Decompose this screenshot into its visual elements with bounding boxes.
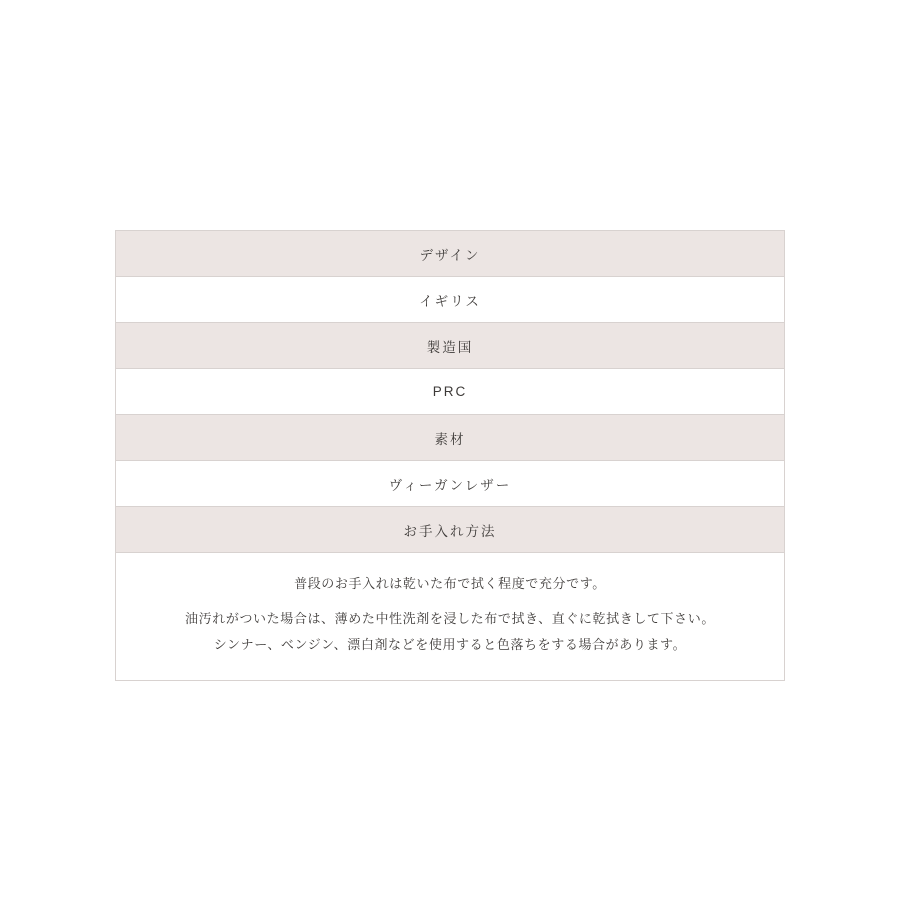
table-row — [116, 461, 785, 507]
care-line-1: 普段のお手入れは乾いた布で拭く程度で充分です。 — [294, 576, 606, 591]
care-line-2: 油汚れがついた場合は、薄めた中性洗剤を浸した布で拭き、直ぐに乾拭きして下さい。 — [185, 611, 715, 626]
spec-value-design: イギリス — [116, 277, 785, 323]
spec-value-country: PRC — [116, 369, 785, 415]
care-spacer — [126, 597, 774, 606]
spec-label-design: デザイン — [116, 231, 785, 277]
table-row — [116, 553, 785, 681]
table-row — [116, 231, 785, 277]
spec-value-material: ヴィーガンレザー — [116, 461, 785, 507]
product-spec-table — [115, 230, 785, 681]
table-body — [116, 231, 785, 681]
table-row — [116, 507, 785, 553]
table-row — [116, 323, 785, 369]
spec-label-care: お手入れ方法 — [116, 507, 785, 553]
care-line-3: シンナー、ベンジン、漂白剤などを使用すると色落ちをする場合があります。 — [213, 637, 687, 652]
table-row — [116, 369, 785, 415]
spec-label-material: 素材 — [116, 415, 785, 461]
spec-label-country: 製造国 — [116, 323, 785, 369]
table-row — [116, 415, 785, 461]
table-row — [116, 277, 785, 323]
spec-value-care — [116, 553, 785, 681]
product-spec-section — [115, 230, 785, 681]
